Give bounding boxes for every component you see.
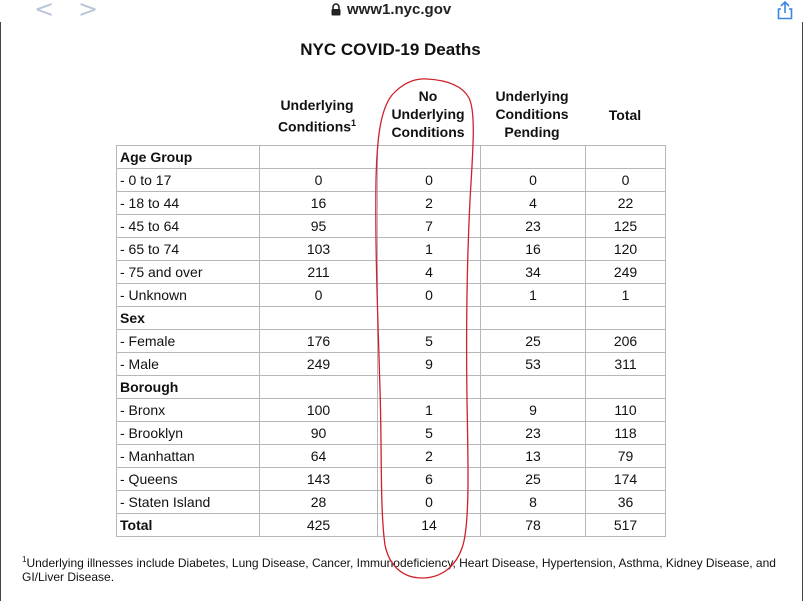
cell-none: 0 (378, 169, 481, 192)
table-row (117, 445, 666, 468)
empty-cell (586, 376, 666, 399)
cell-pending: 16 (481, 238, 586, 261)
empty-cell (481, 376, 586, 399)
cell-none: 5 (378, 330, 481, 353)
cell-pending: 9 (481, 399, 586, 422)
total-pending: 78 (481, 514, 586, 537)
empty-cell (260, 376, 378, 399)
table-row (117, 468, 666, 491)
cell-pending: 53 (481, 353, 586, 376)
share-icon[interactable] (775, 0, 795, 20)
page-title: NYC COVID-19 Deaths (300, 40, 481, 59)
row-label: - Staten Island (117, 491, 260, 514)
empty-cell (378, 307, 481, 330)
cell-none: 1 (378, 399, 481, 422)
cell-pending: 25 (481, 330, 586, 353)
table-row (117, 284, 666, 307)
total-none: 14 (378, 514, 481, 537)
forward-button[interactable]: > (78, 0, 99, 23)
cell-underlying: 176 (260, 330, 378, 353)
row-label: - Bronx (117, 399, 260, 422)
empty-cell (481, 146, 586, 169)
footnote-text: Underlying illnesses include Diabetes, Lung Disease, Cancer, Immunodeficiency, Heart Disease, Hypertension, Asthma, Kidney Disease, and GI/Liver Disease. (22, 556, 776, 584)
row-label: - Queens (117, 468, 260, 491)
table-row (117, 169, 666, 192)
cell-total: 36 (586, 491, 666, 514)
cell-pending: 13 (481, 445, 586, 468)
empty-cell (378, 146, 481, 169)
cell-underlying: 100 (260, 399, 378, 422)
table-row (117, 261, 666, 284)
header-total: Total (608, 107, 642, 123)
group-label: Sex (117, 307, 260, 330)
cell-pending: 23 (481, 215, 586, 238)
cell-total: 120 (586, 238, 666, 261)
cell-total: 0 (586, 169, 666, 192)
cell-pending: 1 (481, 284, 586, 307)
group-label: Age Group (117, 146, 260, 169)
cell-total: 22 (586, 192, 666, 215)
empty-cell (260, 146, 378, 169)
table-row (117, 192, 666, 215)
row-label: - Manhattan (117, 445, 260, 468)
cell-total: 79 (586, 445, 666, 468)
total-underlying: 425 (260, 514, 378, 537)
table-group-header (117, 146, 666, 169)
cell-pending: 0 (481, 169, 586, 192)
table-group-header (117, 376, 666, 399)
lock-icon (330, 3, 342, 16)
cell-none: 1 (378, 238, 481, 261)
empty-cell (586, 307, 666, 330)
group-label: Borough (117, 376, 260, 399)
table-row (117, 215, 666, 238)
table-row (117, 238, 666, 261)
cell-none: 0 (378, 284, 481, 307)
cell-none: 2 (378, 445, 481, 468)
row-label: - Female (117, 330, 260, 353)
table-row (117, 330, 666, 353)
cell-pending: 8 (481, 491, 586, 514)
cell-underlying: 95 (260, 215, 378, 238)
cell-underlying: 0 (260, 169, 378, 192)
empty-cell (260, 307, 378, 330)
empty-cell (586, 146, 666, 169)
header-underlying-footnote-mark: 1 (351, 118, 357, 128)
cell-pending: 25 (481, 468, 586, 491)
row-label: - 45 to 64 (117, 215, 260, 238)
table-group-header (117, 307, 666, 330)
header-underlying-text: Underlying Conditions (277, 97, 354, 135)
cell-total: 118 (586, 422, 666, 445)
cell-none: 0 (378, 491, 481, 514)
cell-none: 7 (378, 215, 481, 238)
empty-cell (378, 376, 481, 399)
cell-underlying: 16 (260, 192, 378, 215)
cell-total: 110 (586, 399, 666, 422)
row-label: - 75 and over (117, 261, 260, 284)
cell-none: 2 (378, 192, 481, 215)
cell-none: 4 (378, 261, 481, 284)
cell-none: 6 (378, 468, 481, 491)
cell-total: 206 (586, 330, 666, 353)
total-total: 517 (586, 514, 666, 537)
cell-none: 5 (378, 422, 481, 445)
back-button[interactable]: < (34, 0, 55, 23)
cell-pending: 34 (481, 261, 586, 284)
cell-total: 1 (586, 284, 666, 307)
footnote (22, 553, 782, 584)
row-label: - Brooklyn (117, 422, 260, 445)
address-bar[interactable] (330, 0, 451, 18)
table-row (117, 422, 666, 445)
table-row (117, 353, 666, 376)
cell-total: 249 (586, 261, 666, 284)
row-label: - Unknown (117, 284, 260, 307)
row-label: - 0 to 17 (117, 169, 260, 192)
deaths-table (116, 145, 666, 537)
browser-toolbar (0, 0, 803, 22)
table-total-row (117, 514, 666, 537)
table-row (117, 491, 666, 514)
cell-total: 125 (586, 215, 666, 238)
header-no-underlying: No Underlying Conditions (391, 88, 465, 140)
footnote-mark: 1 (22, 555, 27, 564)
frame-edge-left (0, 22, 1, 601)
cell-underlying: 211 (260, 261, 378, 284)
cell-underlying: 0 (260, 284, 378, 307)
cell-total: 174 (586, 468, 666, 491)
cell-total: 311 (586, 353, 666, 376)
cell-underlying: 249 (260, 353, 378, 376)
header-pending: Underlying Conditions Pending (495, 88, 569, 140)
cell-underlying: 143 (260, 468, 378, 491)
url-text: www1.nyc.gov (347, 0, 452, 18)
cell-underlying: 64 (260, 445, 378, 468)
row-label: - Male (117, 353, 260, 376)
cell-pending: 4 (481, 192, 586, 215)
cell-underlying: 28 (260, 491, 378, 514)
header-underlying (264, 96, 370, 136)
cell-none: 9 (378, 353, 481, 376)
cell-underlying: 90 (260, 422, 378, 445)
total-label: Total (117, 514, 260, 537)
row-label: - 18 to 44 (117, 192, 260, 215)
cell-pending: 23 (481, 422, 586, 445)
row-label: - 65 to 74 (117, 238, 260, 261)
table-row (117, 399, 666, 422)
empty-cell (481, 307, 586, 330)
cell-underlying: 103 (260, 238, 378, 261)
